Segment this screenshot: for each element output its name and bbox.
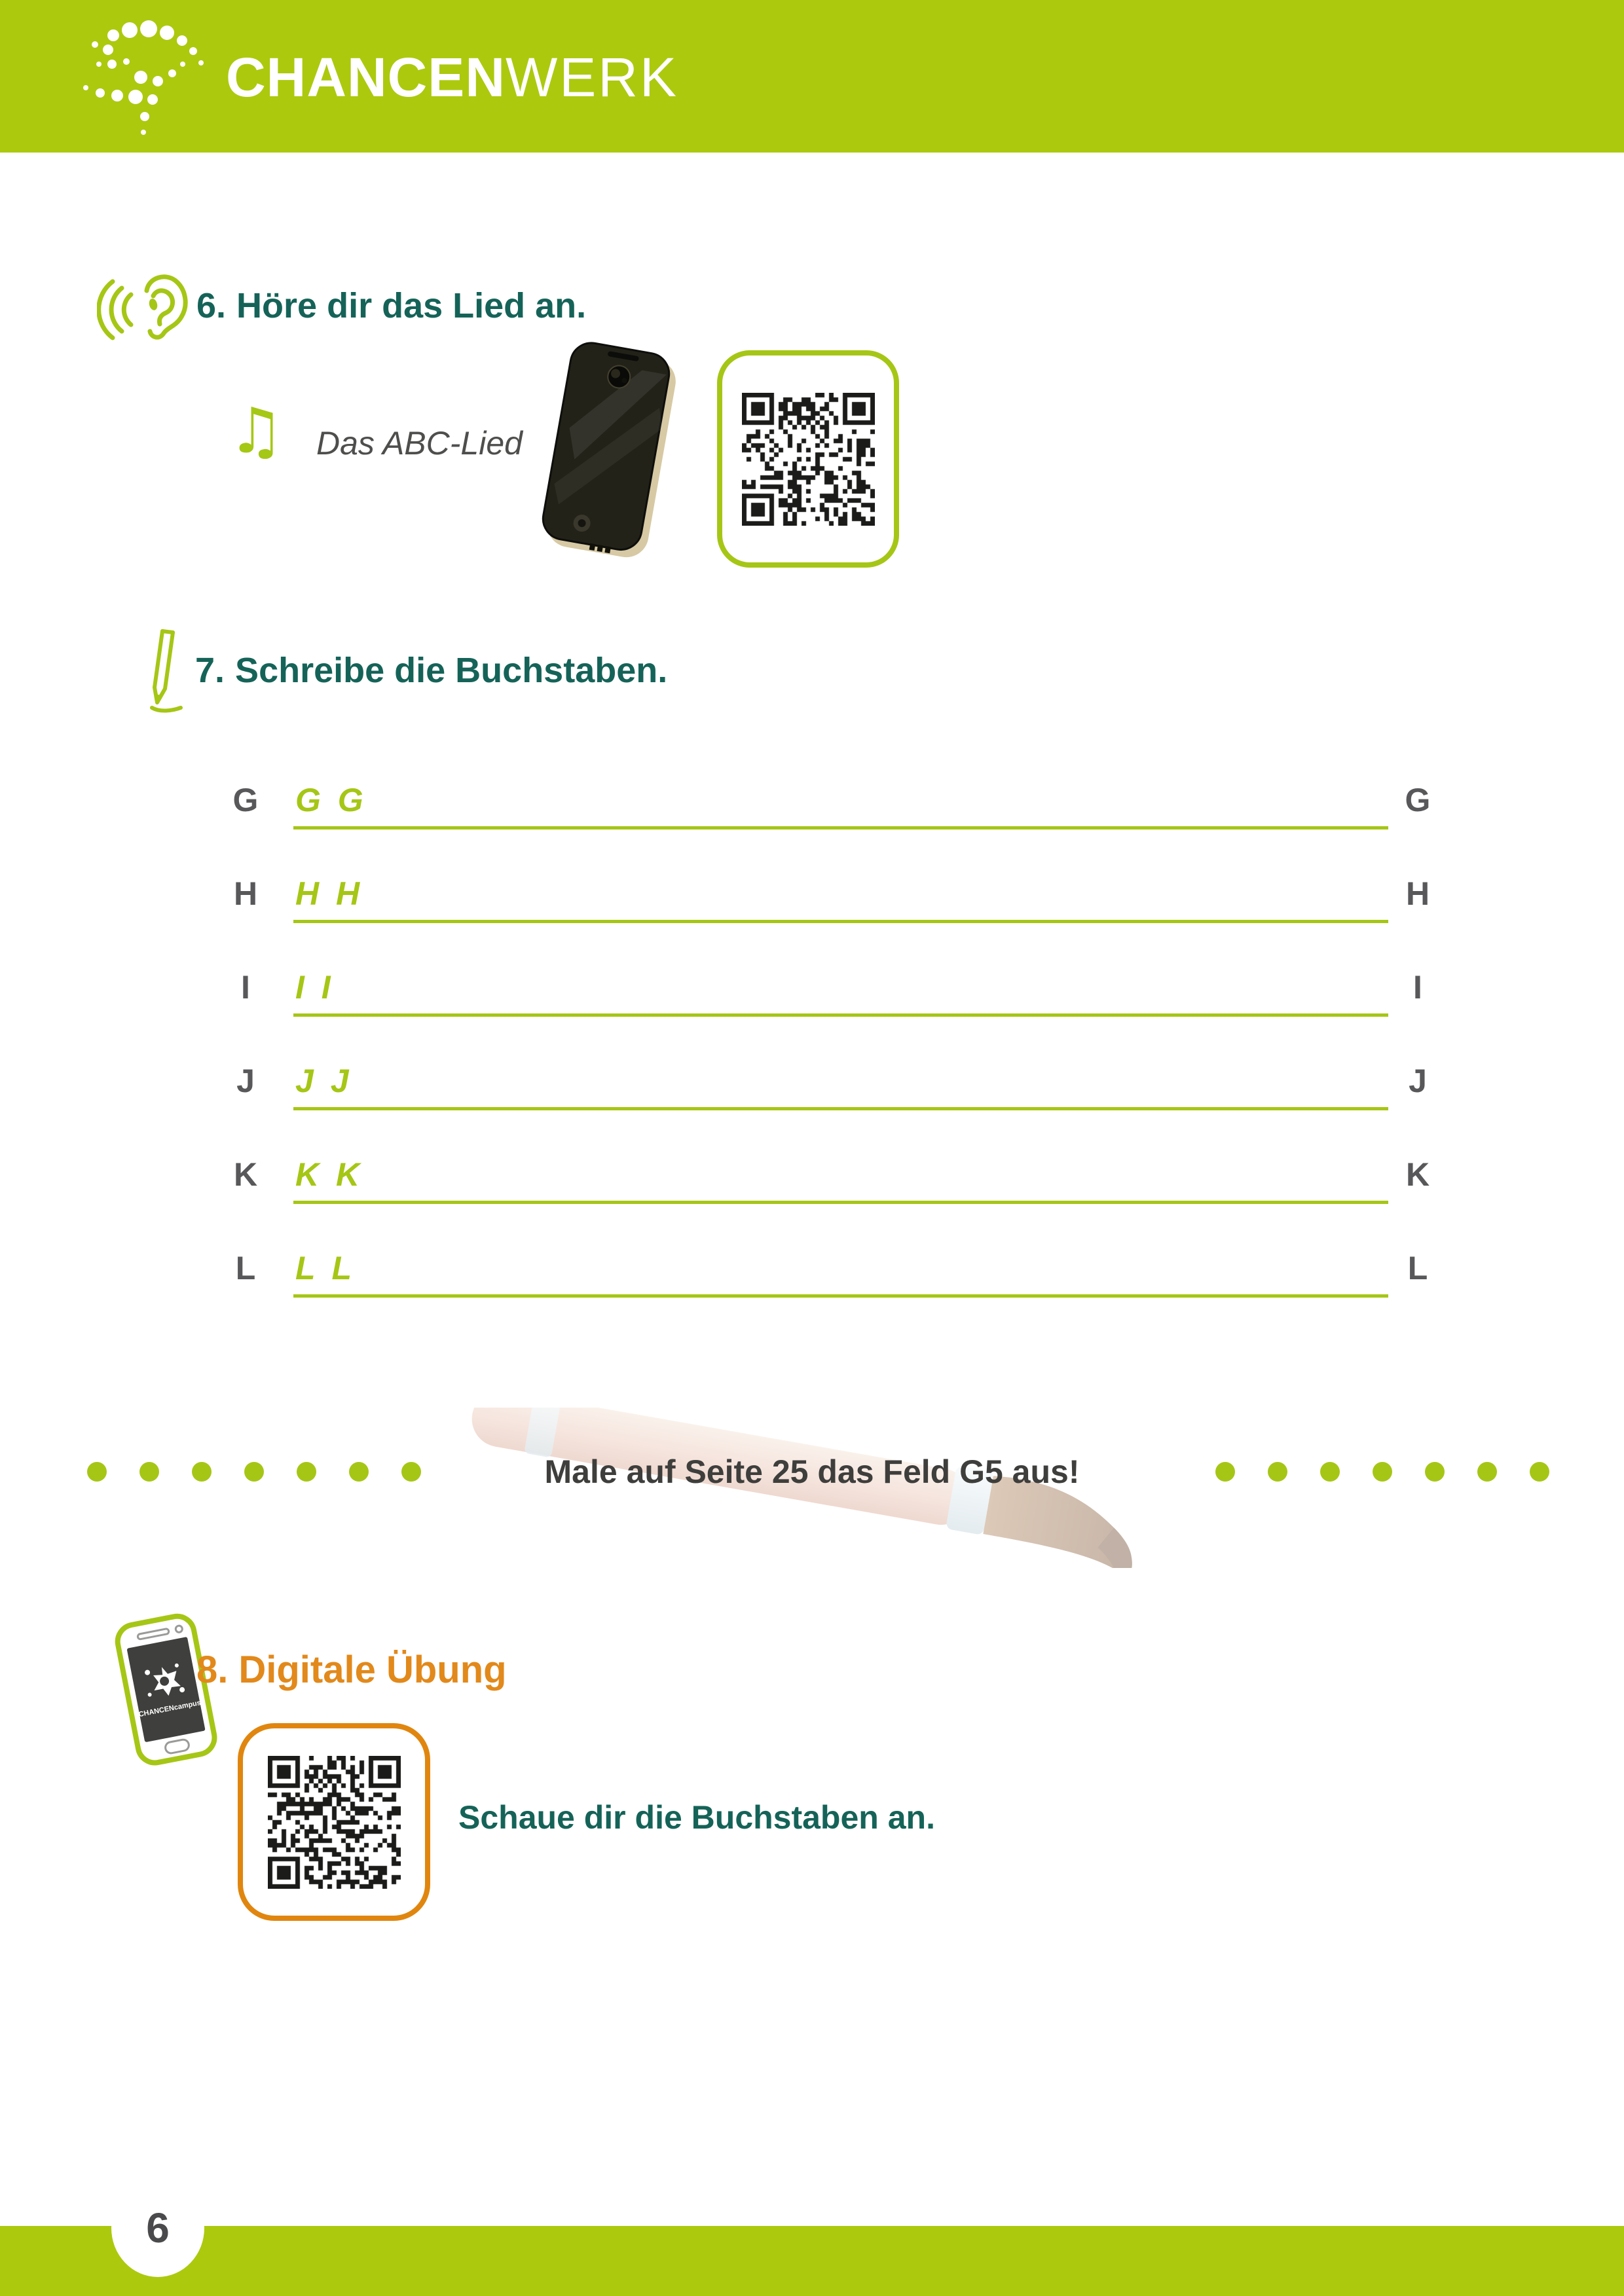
smartphone-app-icon (108, 1609, 223, 1773)
letter-row-L (0, 1245, 1624, 1310)
writing-line[interactable] (293, 1201, 1388, 1204)
writing-line[interactable] (293, 1107, 1388, 1110)
qr-code-digital-exercise (268, 1756, 401, 1889)
letter-example: J J (295, 1063, 353, 1099)
exercise7-number: 7. (195, 651, 225, 690)
phone-screen-label: CHANCENcampus (138, 1699, 202, 1719)
letter-right: J (1409, 1063, 1427, 1099)
exercise8-title: Digitale Übung (238, 1649, 507, 1691)
exercise8-instruction: Schaue dir die Buchstaben an. (458, 1799, 935, 1836)
letter-left: I (241, 969, 250, 1006)
letter-left: H (233, 875, 258, 912)
footer-bar (0, 2226, 1624, 2296)
letter-left: J (236, 1063, 255, 1099)
letter-row-J (0, 1057, 1624, 1123)
exercise6-title: Höre dir das Lied an. (236, 286, 587, 325)
brand-light: WERK (506, 46, 678, 108)
letter-right: I (1413, 969, 1422, 1006)
chancenwerk-logo-icon (62, 4, 216, 148)
letter-left: G (232, 782, 259, 818)
brand-wordmark (226, 46, 678, 109)
letter-left: K (233, 1156, 258, 1193)
letter-row-I (0, 964, 1624, 1029)
letter-row-G (0, 776, 1624, 842)
exercise7-heading (195, 650, 667, 691)
writing-line[interactable] (293, 1294, 1388, 1298)
letter-example: G G (295, 782, 367, 818)
exercise8-heading (196, 1650, 507, 1690)
pencil-icon (141, 625, 195, 714)
exercise7-title: Schreibe die Buchstaben. (235, 651, 668, 690)
qr-frame-exercise8 (238, 1723, 430, 1921)
writing-line[interactable] (293, 920, 1388, 923)
letter-example: I I (295, 969, 335, 1006)
music-note-icon: ♫ (228, 394, 285, 467)
smartphone-illustration (528, 337, 693, 568)
song-label: Das ABC-Lied (316, 425, 523, 462)
exercise6-heading (196, 285, 586, 326)
letter-example: L L (295, 1250, 356, 1286)
page-number: 6 (111, 2179, 204, 2277)
letter-left: L (235, 1250, 256, 1286)
brand-bold: CHANCEN (226, 46, 506, 108)
letter-example: K K (295, 1156, 364, 1193)
letter-right: H (1405, 875, 1430, 912)
ear-icon (97, 270, 196, 343)
writing-line[interactable] (293, 826, 1388, 829)
letter-row-K (0, 1151, 1624, 1216)
writing-line[interactable] (293, 1013, 1388, 1017)
header-bar (0, 0, 1624, 153)
letter-row-H (0, 870, 1624, 936)
qr-code-song (742, 393, 875, 526)
letter-example: H H (295, 875, 364, 912)
letter-right: L (1407, 1250, 1428, 1286)
exercise8-number: 8. (196, 1649, 229, 1691)
letter-right: K (1405, 1156, 1430, 1193)
divider-instruction: Male auf Seite 25 das Feld G5 aus! (544, 1453, 1080, 1490)
letter-right: G (1405, 782, 1431, 818)
exercise6-number: 6. (196, 286, 227, 325)
qr-frame-exercise6 (717, 350, 899, 568)
